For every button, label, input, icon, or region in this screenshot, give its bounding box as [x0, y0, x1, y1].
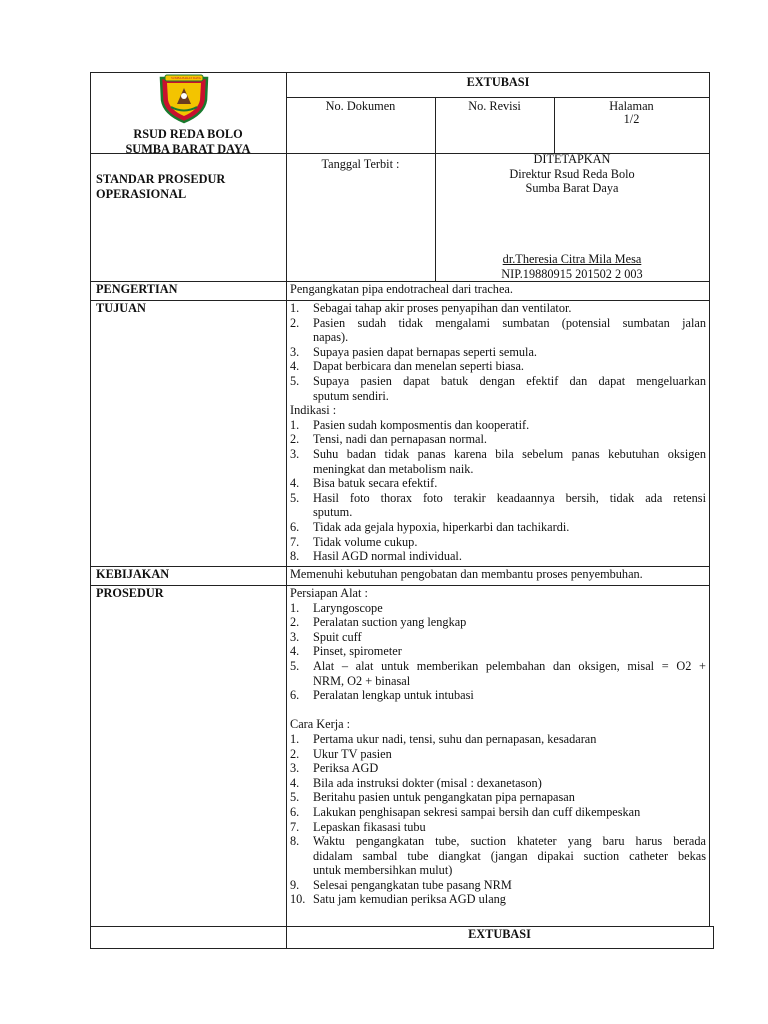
cara-kerja-item — [290, 834, 706, 849]
border-right — [709, 72, 710, 927]
list-text: Bisa batuk secara efektif. — [313, 476, 438, 491]
list-text: Pasien sudah komposmentis dan kooperatif. — [313, 417, 530, 432]
list-text: Ukur TV pasien — [313, 746, 392, 761]
list-number: 3. — [290, 761, 300, 776]
list-number: 3. — [290, 629, 300, 644]
list-text: Beritahu pasien untuk pengangkatan pipa pernapasan — [313, 790, 575, 805]
list-text: sputum sendiri. — [313, 388, 389, 403]
page-label: Halaman — [609, 99, 654, 113]
indikasi-item — [290, 418, 706, 433]
indikasi-item — [290, 520, 706, 535]
prosedur-content — [290, 586, 706, 907]
cara-kerja-label: Cara Kerja : — [290, 717, 351, 732]
cara-kerja-item — [290, 761, 706, 776]
persiapan-item — [290, 674, 706, 689]
tujuan-item — [290, 389, 706, 404]
list-text: Peralatan suction yang lengkap — [313, 615, 467, 630]
persiapan-item — [290, 615, 706, 630]
list-number: 8. — [290, 834, 300, 849]
list-number — [290, 863, 313, 878]
tujuan-content — [290, 301, 706, 564]
list-text: Tidak ada gejala hypoxia, hiperkarbi dan tachikardi. — [313, 519, 570, 534]
tujuan-item — [290, 345, 706, 360]
list-number: 6. — [290, 519, 300, 534]
list-text: meningkat dan metabolism naik. — [313, 461, 474, 476]
tujuan-item — [290, 301, 706, 316]
indikasi-item — [290, 549, 706, 564]
spacer — [290, 703, 706, 718]
list-text: sputum. — [313, 505, 353, 520]
list-text: Laryngoscope — [313, 600, 383, 615]
list-number: 2. — [290, 432, 300, 447]
list-number: 4. — [290, 775, 300, 790]
tujuan-item — [290, 374, 706, 389]
border-left — [90, 72, 91, 949]
approval-line1: DITETAPKAN — [533, 152, 611, 166]
list-text: Lepaskan fikasasi tubu — [313, 819, 426, 834]
list-text: Spuit cuff — [313, 629, 362, 644]
footer-right-line — [713, 926, 714, 949]
list-number: 5. — [290, 658, 300, 673]
indikasi-item — [290, 447, 706, 462]
cara-kerja-item — [290, 732, 706, 747]
kebijakan-text: Memenuhi kebutuhan pengobatan dan membantu proses penyembuhan. — [290, 567, 643, 581]
list-text: Dapat berbicara dan menelan seperti biasa. — [313, 359, 524, 374]
list-text: Pertama ukur nadi, tensi, suhu dan pernapasan, kesadaran — [313, 731, 597, 746]
signer-name: dr.Theresia Citra Mila Mesa — [502, 252, 642, 266]
approval-block — [435, 152, 709, 196]
list-number: 6. — [290, 688, 300, 703]
list-number: 4. — [290, 359, 300, 374]
list-number: 3. — [290, 344, 300, 359]
sop-title-line2: OPERASIONAL — [96, 186, 187, 201]
list-text: Suhu badan tidak panas karena bila sebelum panas kebutuhan oksigen — [313, 446, 706, 461]
approval-line2: Direktur Rsud Reda Bolo — [509, 166, 635, 181]
pengertian-text: Pengangkatan pipa endotracheal dari trachea. — [290, 282, 513, 296]
list-text: Pinset, spirometer — [313, 644, 402, 659]
issue-date-label: Tanggal Terbit : — [321, 157, 400, 171]
list-number: 2. — [290, 315, 300, 330]
list-text: Bila ada instruksi dokter (misal : dexanetason) — [313, 775, 542, 790]
hospital-name-line1: RSUD REDA BOLO — [133, 127, 243, 141]
list-number — [290, 330, 313, 345]
hospital-name — [90, 127, 286, 156]
signer-block — [435, 252, 709, 281]
cara-kerja-item — [290, 878, 706, 893]
persiapan-item — [290, 601, 706, 616]
list-text: napas). — [313, 330, 349, 345]
list-number — [290, 462, 313, 477]
doc-title: EXTUBASI — [466, 75, 530, 89]
list-text: Hasil AGD normal individual. — [313, 549, 462, 564]
list-text: Pasien sudah tidak mengalami sumbatan (potensial sumbatan jalan — [313, 315, 706, 330]
list-text: Sebagai tahap akir proses penyapihan dan ventilator. — [313, 301, 572, 315]
cara-kerja-item — [290, 820, 706, 835]
hospital-logo — [155, 74, 213, 124]
footer-title: EXTUBASI — [468, 927, 531, 941]
label-tujuan: TUJUAN — [96, 301, 146, 315]
indikasi-item — [290, 535, 706, 550]
list-text: Periksa AGD — [313, 761, 379, 776]
list-number: 7. — [290, 534, 300, 549]
indikasi-item — [290, 462, 706, 477]
tujuan-item — [290, 359, 706, 374]
list-number: 4. — [290, 644, 300, 659]
list-number: 1. — [290, 731, 300, 746]
list-number — [290, 505, 313, 520]
cara-kerja-item — [290, 776, 706, 791]
list-number — [290, 849, 313, 864]
approval-line3: Sumba Barat Daya — [525, 181, 619, 196]
persiapan-item — [290, 688, 706, 703]
list-text: Supaya pasien dapat bernapas seperti semula. — [313, 344, 537, 359]
list-number: 2. — [290, 615, 300, 630]
list-text: Peralatan lengkap untuk intubasi — [313, 688, 474, 703]
list-number: 2. — [290, 746, 300, 761]
list-number: 4. — [290, 476, 300, 491]
list-text: didalam sambal tube diangkat (jangan dipakai suction catheter bekas — [313, 848, 706, 863]
list-number: 1. — [290, 417, 300, 432]
tujuan-item — [290, 316, 706, 331]
list-number: 5. — [290, 490, 300, 505]
indikasi-item — [290, 476, 706, 491]
persiapan-item — [290, 630, 706, 645]
persiapan-item — [290, 644, 706, 659]
list-text: NRM, O2 + binasal — [313, 673, 411, 688]
cara-kerja-item — [290, 790, 706, 805]
label-prosedur: PROSEDUR — [96, 586, 164, 600]
label-pengertian: PENGERTIAN — [96, 282, 178, 296]
list-text: Selesai pengangkatan tube pasang NRM — [313, 877, 512, 892]
indikasi-item — [290, 491, 706, 506]
list-number — [290, 389, 313, 404]
logo-text: SUMBA BARAT DAYA — [171, 76, 201, 80]
list-number — [290, 674, 313, 689]
list-text: Satu jam kemudian periksa AGD ulang — [313, 892, 506, 907]
list-number: 5. — [290, 790, 300, 805]
indikasi-label: Indikasi : — [290, 403, 337, 418]
list-number: 9. — [290, 877, 300, 892]
list-number: 1. — [290, 600, 300, 615]
signer-nip: NIP.19880915 201502 2 003 — [501, 266, 643, 281]
col-divider — [286, 72, 287, 949]
label-kebijakan: KEBIJAKAN — [96, 567, 170, 581]
cara-kerja-item — [290, 863, 706, 878]
list-text: Tidak volume cukup. — [313, 534, 418, 549]
list-number: 6. — [290, 804, 300, 819]
sop-title — [96, 172, 225, 201]
tujuan-item — [290, 330, 706, 345]
cara-kerja-item — [290, 805, 706, 820]
doc-number-label: No. Dokumen — [325, 99, 396, 113]
cara-kerja-item — [290, 892, 706, 907]
border-top — [90, 72, 710, 73]
list-number: 7. — [290, 819, 300, 834]
list-number: 8. — [290, 549, 300, 564]
list-text: Alat – alat untuk memberikan pelembahan dan oksigen, misal = O2 + — [313, 658, 706, 673]
persiapan-label: Persiapan Alat : — [290, 586, 368, 600]
indikasi-item — [290, 432, 706, 447]
header-title-line — [286, 97, 710, 98]
list-number: 1. — [290, 301, 300, 315]
list-text: Supaya pasien dapat batuk dengan efektif dan dapat mengeluarkan — [313, 373, 706, 388]
list-text: untuk membersihkan mulut) — [313, 863, 453, 878]
persiapan-item — [290, 659, 706, 674]
list-text: Hasil foto thorax foto terakir keadaannya bersih, tidak ada retensi — [313, 490, 706, 505]
sop-title-line1: STANDAR PROSEDUR — [96, 172, 226, 186]
list-text: Lakukan penghisapan sekresi sampai bersih dan cuff dikempeskan — [313, 804, 641, 819]
hospital-name-line2: SUMBA BARAT DAYA — [125, 141, 251, 156]
cara-kerja-item — [290, 747, 706, 762]
indikasi-item — [290, 505, 706, 520]
list-number: 10. — [290, 892, 306, 907]
list-number: 5. — [290, 373, 300, 388]
list-text: Tensi, nadi dan pernapasan normal. — [313, 432, 487, 447]
page-value: 1/2 — [623, 112, 640, 126]
footer-bottom-line — [90, 948, 714, 949]
revision-label: No. Revisi — [468, 99, 521, 113]
cara-kerja-item — [290, 849, 706, 864]
list-text: Waktu pengangkatan tube, suction khateter yang baru harus berada — [313, 834, 706, 849]
list-number: 3. — [290, 446, 300, 461]
